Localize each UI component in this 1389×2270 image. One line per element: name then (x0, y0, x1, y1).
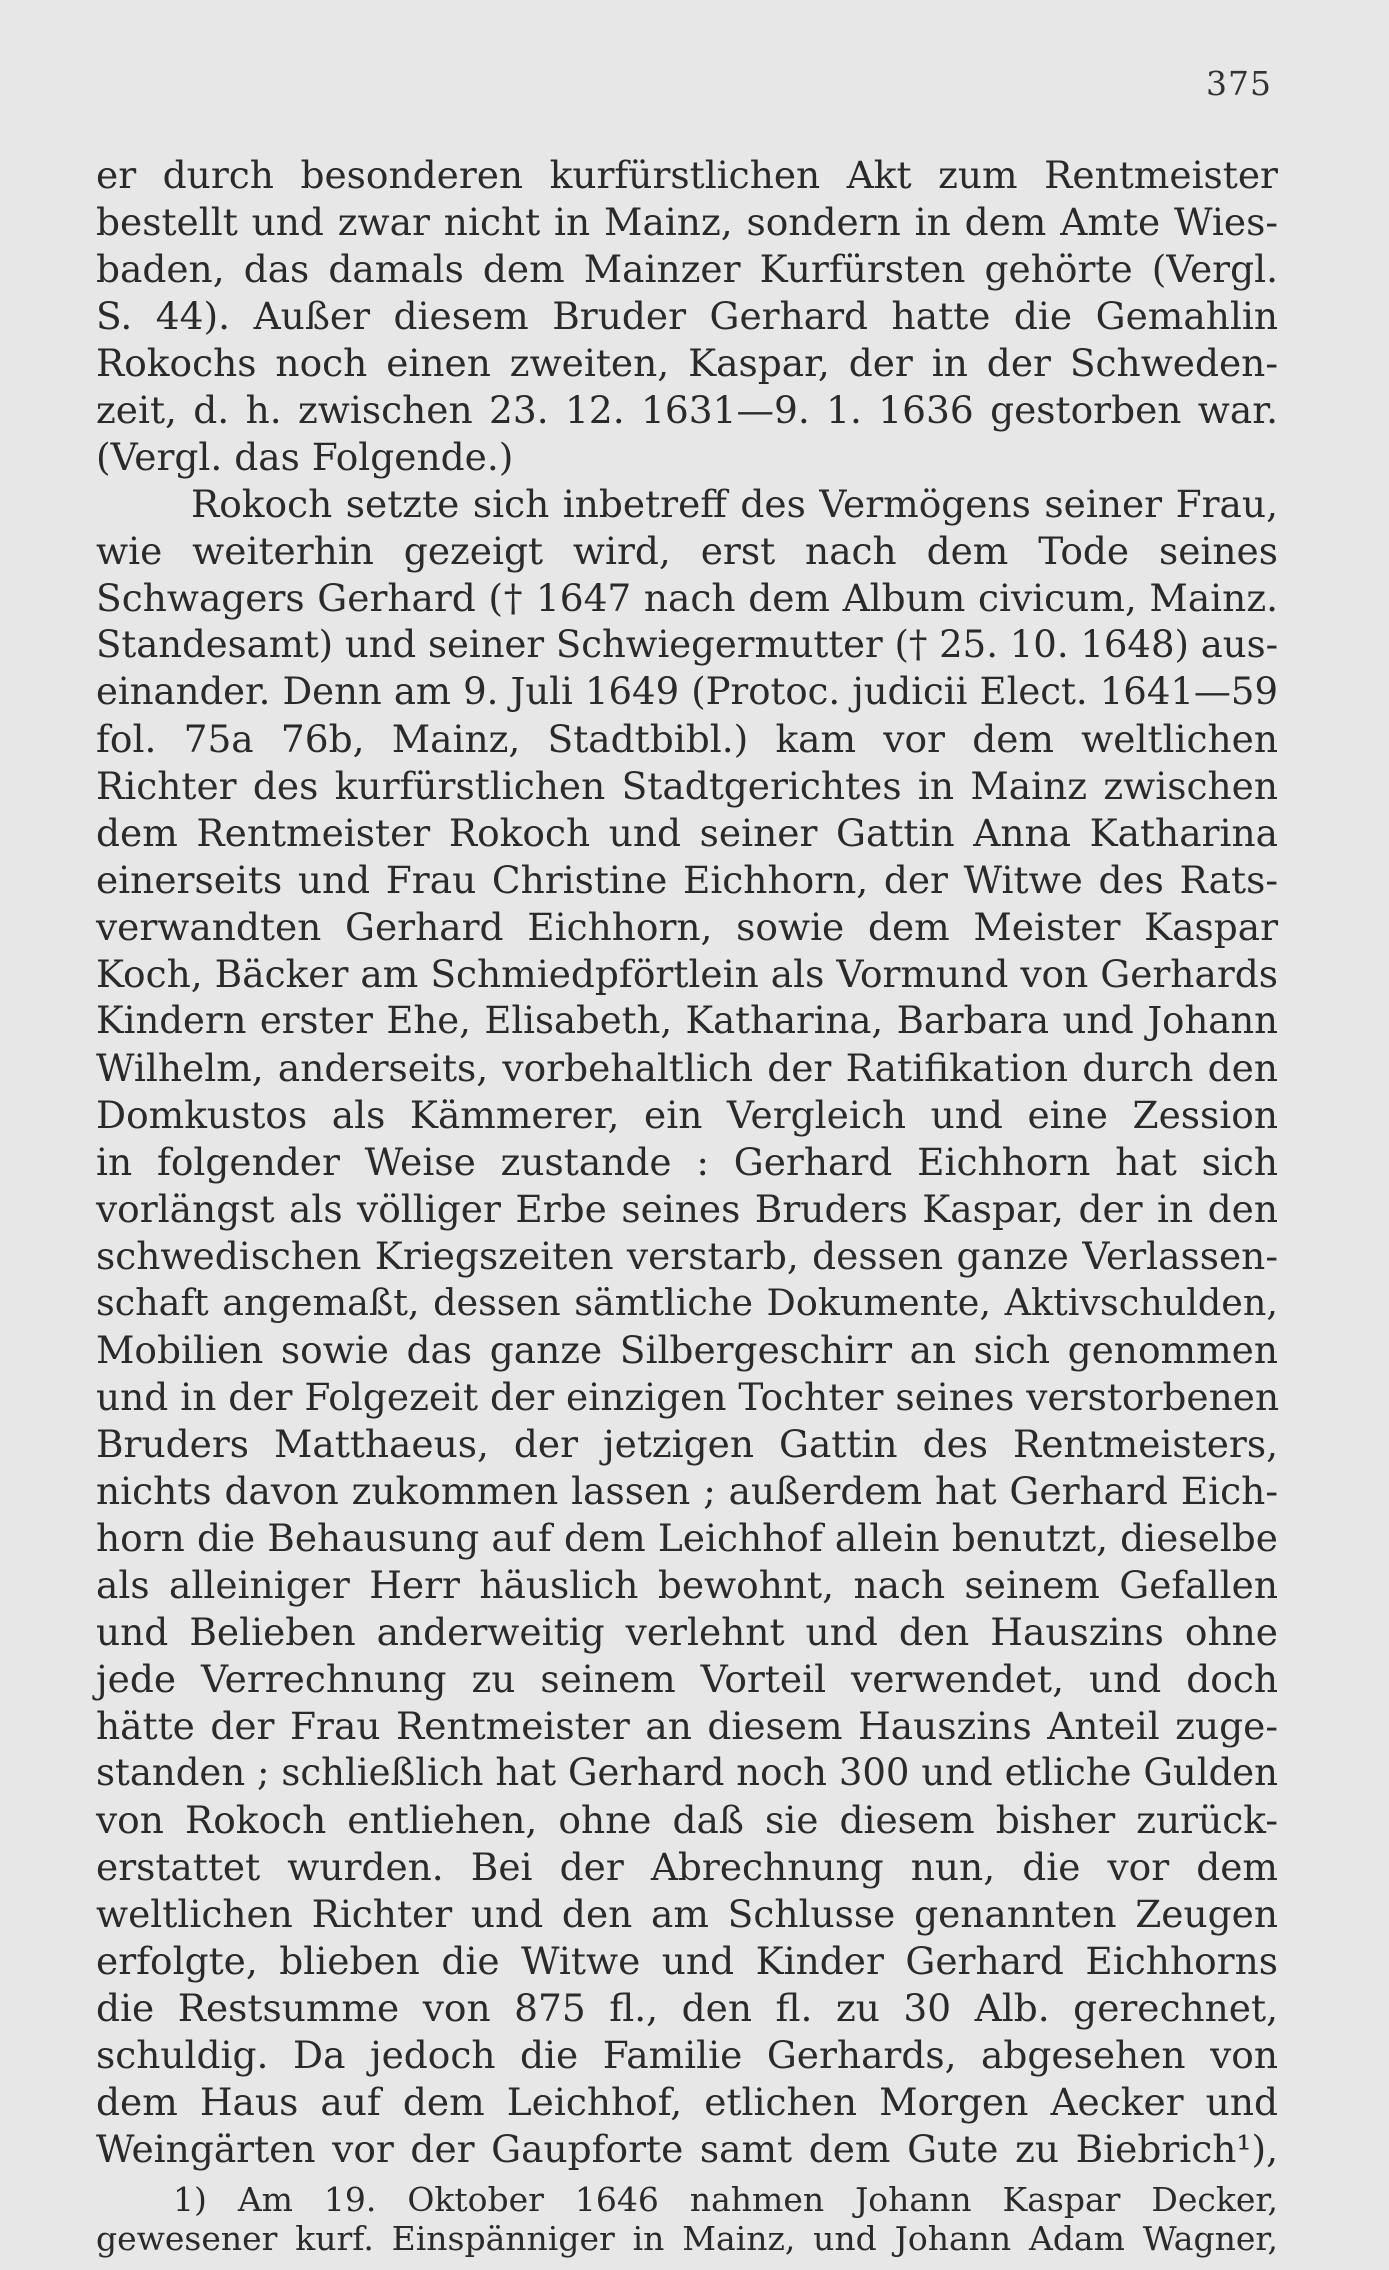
text-line: schuldig. Da jedoch die Familie Gerhards, abgesehen von (96, 2033, 1278, 2077)
text-line: horn die Behausung auf dem Leichhof allein benutzt, dieselbe (96, 1516, 1278, 1560)
footnote-line: gewesener kurf. Einspänniger in Mainz, und Johann Adam Wagner, (96, 2219, 1278, 2258)
text-line: bestellt und zwar nicht in Mainz, sondern in dem Amte Wies- (96, 200, 1278, 244)
text-line: als alleiniger Herr häuslich bewohnt, nach seinem Gefallen (96, 1563, 1278, 1607)
text-line: Schwagers Gerhard († 1647 nach dem Album civicum, Mainz. (96, 576, 1278, 620)
text-line: dem Rentmeister Rokoch und seiner Gattin Anna Katharina (96, 811, 1278, 855)
text-line: fol. 75a 76b, Mainz, Stadtbibl.) kam vor dem weltlichen (96, 717, 1278, 761)
text-line: Wilhelm, anderseits, vorbehaltlich der Ratifikation durch den (96, 1046, 1278, 1090)
text-line: Weingärten vor der Gaupforte samt dem Gute zu Biebrich¹), (96, 2127, 1278, 2171)
text-line: vorlängst als völliger Erbe seines Bruders Kaspar, der in den (96, 1187, 1278, 1231)
text-line: einander. Denn am 9. Juli 1649 (Protoc. judicii Elect. 1641—59 (96, 670, 1278, 713)
text-line: zeit, d. h. zwischen 23. 12. 1631—9. 1. 1636 gestorben war. (96, 388, 1278, 432)
text-line: verwandten Gerhard Eichhorn, sowie dem Meister Kaspar (96, 905, 1278, 949)
text-line: erfolgte, blieben die Witwe und Kinder Gerhard Eichhorns (96, 1939, 1278, 1983)
text-line: und in der Folgezeit der einzigen Tochter seines verstorbenen (96, 1375, 1280, 1419)
text-line: nichts davon zukommen lassen ; außerdem hat Gerhard Eich- (96, 1469, 1278, 1513)
paragraph-first-line: Rokoch setzte sich inbetreff des Vermögens seiner Frau, (191, 482, 1278, 526)
text-line: Kindern erster Ehe, Elisabeth, Katharina, Barbara und Johann (96, 999, 1278, 1042)
text-line: wie weiterhin gezeigt wird, erst nach dem Tode seines (96, 529, 1278, 573)
text-line: standen ; schließlich hat Gerhard noch 300 und etliche Gulden (96, 1751, 1278, 1794)
text-line: von Rokoch entliehen, ohne daß sie diesem bisher zurück- (96, 1798, 1278, 1842)
text-line: hätte der Frau Rentmeister an diesem Hauszins Anteil zuge- (96, 1704, 1278, 1748)
text-line: schaft angemaßt, dessen sämtliche Dokumente, Aktivschulden, (96, 1281, 1278, 1324)
text-line: Domkustos als Kämmerer, ein Vergleich und eine Zession (96, 1093, 1278, 1137)
text-line: dem Haus auf dem Leichhof, etlichen Morgen Aecker und (96, 2080, 1278, 2124)
text-line: S. 44). Außer diesem Bruder Gerhard hatte die Gemahlin (96, 294, 1278, 338)
text-line: Koch, Bäcker am Schmiedpförtlein als Vormund von Gerhards (96, 952, 1278, 996)
page-number: 375 (1206, 64, 1272, 103)
text-line: Bruders Matthaeus, der jetzigen Gattin des Rentmeisters, (96, 1422, 1278, 1466)
footnote-line: 1) Am 19. Oktober 1646 nahmen Johann Kaspar Decker, (173, 2180, 1278, 2219)
text-line: erstattet wurden. Bei der Abrechnung nun, die vor dem (96, 1845, 1278, 1889)
text-line: und Belieben anderweitig verlehnt und den Hauszins ohne (96, 1610, 1278, 1654)
text-line: die Restsumme von 875 fl., den fl. zu 30 Alb. gerechnet, (96, 1986, 1278, 2030)
text-line: (Vergl. das Folgende.) (96, 435, 514, 479)
text-line: in folgender Weise zustande : Gerhard Eichhorn hat sich (96, 1140, 1278, 1184)
text-line: einerseits und Frau Christine Eichhorn, der Witwe des Rats- (96, 858, 1278, 902)
text-line: Standesamt) und seiner Schwiegermutter († 25. 10. 1648) aus- (96, 623, 1279, 666)
text-line: Rokochs noch einen zweiten, Kaspar, der in der Schweden- (96, 341, 1278, 385)
text-line: er durch besonderen kurfürstlichen Akt zum Rentmeister (96, 153, 1278, 197)
text-line: jede Verrechnung zu seinem Vorteil verwendet, und doch (96, 1657, 1278, 1701)
text-line: weltlichen Richter und den am Schlusse genannten Zeugen (96, 1892, 1278, 1936)
text-line: Mobilien sowie das ganze Silbergeschirr an sich genommen (96, 1328, 1278, 1372)
text-line: baden, das damals dem Mainzer Kurfürsten gehörte (Vergl. (96, 247, 1278, 291)
text-line: schwedischen Kriegszeiten verstarb, dessen ganze Verlassen- (96, 1234, 1278, 1278)
text-line: Richter des kurfürstlichen Stadtgerichtes in Mainz zwischen (96, 764, 1278, 808)
